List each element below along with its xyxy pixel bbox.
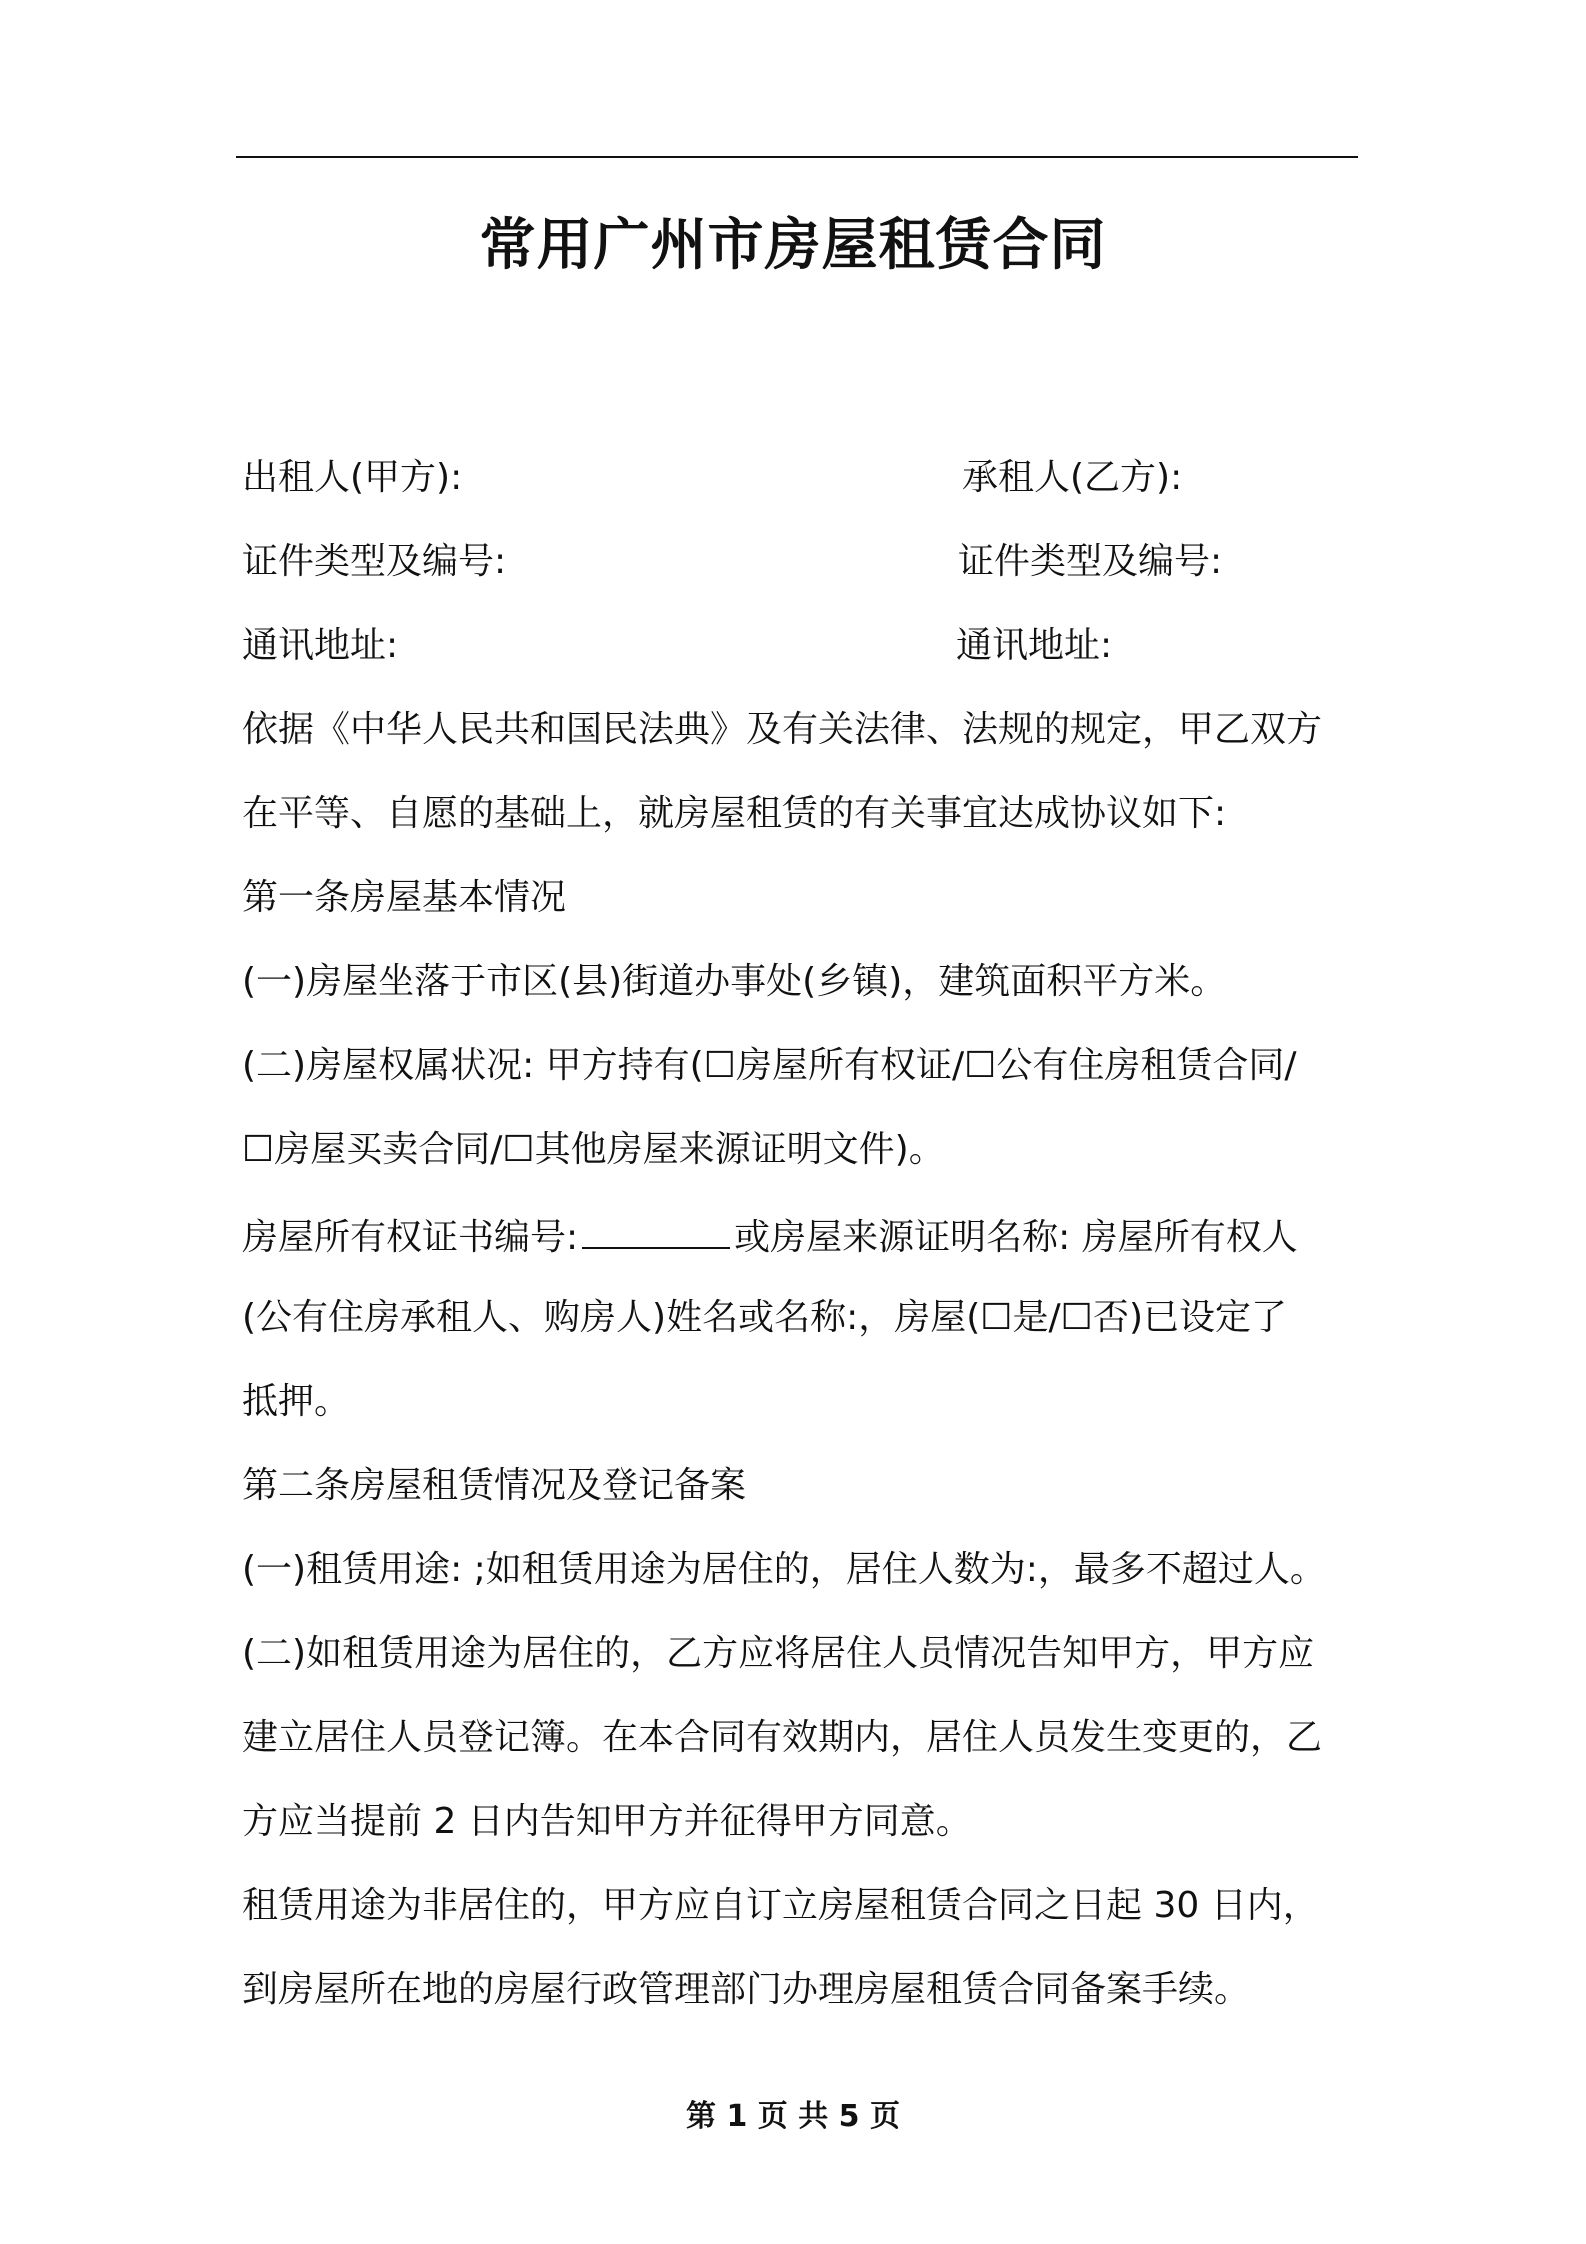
mortgage-line: 抵押。 bbox=[242, 1381, 351, 1422]
lessee-label: 承租人(乙方): bbox=[962, 457, 1183, 498]
certificate-number-label: 房屋所有权证书编号: bbox=[242, 1217, 579, 1258]
owner-line: (公有住房承租人、购房人)姓名或名称:，房屋(☐是/☐否)已设定了 bbox=[242, 1297, 1287, 1338]
document-title: 常用广州市房屋租赁合同 bbox=[479, 213, 1107, 278]
article1-heading: 第一条房屋基本情况 bbox=[242, 877, 567, 918]
article2-item2-line2: 建立居住人员登记簿。在本合同有效期内，居住人员发生变更的，乙 bbox=[242, 1717, 1323, 1758]
article2-item1: (一)租赁用途: ;如租赁用途为居住的，居住人数为:，最多不超过人。 bbox=[242, 1549, 1326, 1590]
lessee-id-label: 证件类型及编号: bbox=[958, 541, 1223, 582]
lessor-label: 出租人(甲方): bbox=[242, 457, 463, 498]
preamble-line-1: 依据《中华人民共和国民法典》及有关法律、法规的规定，甲乙双方 bbox=[242, 709, 1323, 750]
lessee-address-label: 通讯地址: bbox=[956, 625, 1113, 666]
article2-heading: 第二条房屋租赁情况及登记备案 bbox=[242, 1465, 747, 1506]
certificate-number-blank bbox=[582, 1207, 730, 1249]
article2-item2-line3: 方应当提前 2 日内告知甲方并征得甲方同意。 bbox=[242, 1801, 972, 1842]
article2-item2-line1: (二)如租赁用途为居住的，乙方应将居住人员情况告知甲方，甲方应 bbox=[242, 1633, 1315, 1674]
nonresidential-line-1: 租赁用途为非居住的，甲方应自订立房屋租赁合同之日起 30 日内， bbox=[242, 1885, 1319, 1926]
preamble-line-2: 在平等、自愿的基础上，就房屋租赁的有关事宜达成协议如下: bbox=[242, 793, 1227, 834]
nonresidential-line-2: 到房屋所在地的房屋行政管理部门办理房屋租赁合同备案手续。 bbox=[242, 1969, 1251, 2010]
article1-item2-line1: (二)房屋权属状况: 甲方持有(☐房屋所有权证/☐公有住房租赁合同/ bbox=[242, 1045, 1297, 1086]
page-number: 第 1 页 共 5 页 bbox=[686, 2099, 900, 2134]
source-certificate-label: 或房屋来源证明名称: 房屋所有权人 bbox=[734, 1217, 1298, 1258]
article1-item2-line2: ☐房屋买卖合同/☐其他房屋来源证明文件)。 bbox=[242, 1129, 945, 1170]
lessor-id-label: 证件类型及编号: bbox=[242, 541, 507, 582]
article1-item1: (一)房屋坐落于市区(县)街道办事处(乡镇)，建筑面积平方米。 bbox=[242, 961, 1227, 1002]
lessor-address-label: 通讯地址: bbox=[242, 625, 399, 666]
header-rule bbox=[236, 156, 1358, 158]
certificate-line bbox=[242, 1207, 1298, 1265]
